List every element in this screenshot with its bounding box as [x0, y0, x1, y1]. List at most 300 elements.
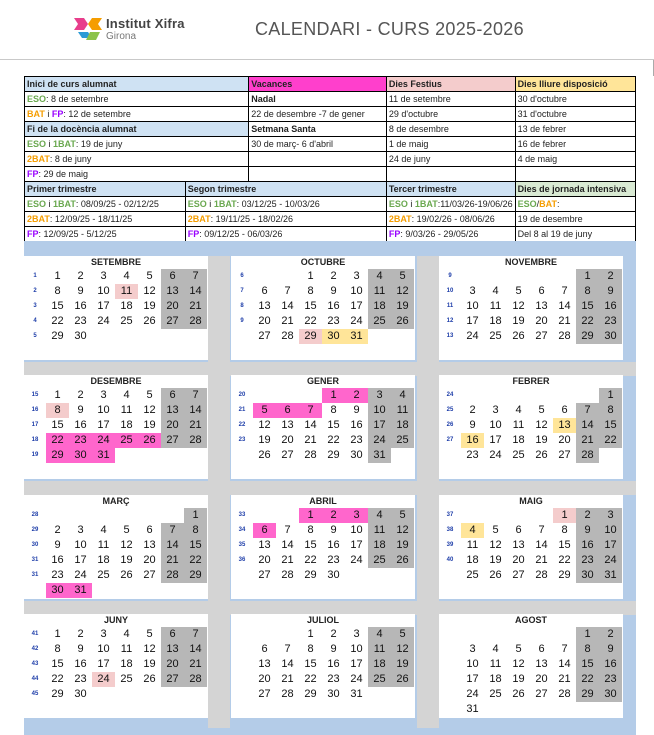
- day-cell: 7: [184, 269, 207, 284]
- t3-fp: FP: 9/03/26 - 29/05/26: [386, 227, 515, 242]
- day-cell: 30: [599, 687, 622, 702]
- day-cell: 18: [368, 538, 391, 553]
- day-cell: 21: [576, 433, 599, 448]
- day-cell: 5: [391, 627, 414, 642]
- day-cell: 26: [391, 314, 414, 329]
- month-name: MAIG: [519, 496, 543, 506]
- week-numbers: [231, 627, 253, 687]
- fi-bat2: 2BAT: 8 de juny: [25, 152, 249, 167]
- day-cell: 15: [51, 419, 64, 431]
- day-cell: 15: [184, 538, 207, 553]
- month-juliol: [231, 614, 415, 718]
- day-cell: 26: [138, 433, 161, 448]
- day-cell: 7: [184, 388, 207, 403]
- days-grid: [461, 269, 622, 344]
- week-number: 37: [446, 512, 454, 518]
- day-cell: 14: [184, 403, 207, 418]
- vacances-nadal-dates: 22 de desembre -7 de gener: [249, 107, 387, 122]
- day-cell: 1: [184, 508, 207, 523]
- week-numbers: [24, 627, 46, 702]
- day-cell: 28: [281, 569, 294, 581]
- day-cell: 24: [489, 449, 502, 461]
- week-number: 13: [446, 333, 454, 339]
- week-number: 15: [31, 392, 39, 398]
- day-cell: 29: [576, 687, 599, 702]
- empty-day: [253, 269, 276, 284]
- day-cell: 25: [368, 672, 391, 687]
- day-cell: 29: [576, 329, 599, 344]
- day-cell: 13: [535, 658, 548, 670]
- day-cell: 10: [350, 524, 363, 536]
- day-cell: 3: [100, 628, 107, 640]
- empty-day: [299, 388, 322, 403]
- empty-day: [253, 508, 276, 523]
- empty-day: [253, 627, 276, 642]
- day-cell: 20: [535, 673, 548, 685]
- day-cell: 25: [368, 553, 391, 568]
- day-cell: 24: [97, 315, 110, 327]
- day-cell: 11: [489, 658, 502, 670]
- empty-day: [461, 269, 484, 284]
- month-name: AGOST: [514, 615, 547, 625]
- week-number: 24: [446, 392, 454, 398]
- month-name: JULIOL: [306, 615, 339, 625]
- day-cell: 28: [281, 688, 294, 700]
- month-octubre: [231, 256, 415, 360]
- day-cell: 29: [327, 449, 340, 461]
- day-cell: 3: [345, 508, 368, 523]
- day-cell: 31: [69, 583, 92, 598]
- day-cell: 3: [469, 643, 476, 655]
- day-cell: 3: [599, 508, 622, 523]
- day-cell: 23: [327, 673, 340, 685]
- week-number: 21: [238, 407, 246, 413]
- day-cell: 28: [576, 448, 599, 463]
- empty-day: [530, 388, 553, 403]
- day-cell: 21: [184, 299, 207, 314]
- day-cell: 20: [258, 315, 271, 327]
- day-cell: 17: [74, 554, 87, 566]
- day-cell: 22: [576, 672, 599, 687]
- day-cell: 1: [307, 270, 314, 282]
- day-cell: 19: [143, 300, 156, 312]
- day-cell: 6: [161, 627, 184, 642]
- festius-heading: Dies Festius: [386, 77, 515, 92]
- day-cell: 22: [51, 315, 64, 327]
- day-cell: 5: [146, 389, 153, 401]
- day-cell: 1: [553, 508, 576, 523]
- day-cell: 11: [512, 419, 525, 431]
- month-name: MARÇ: [102, 496, 130, 506]
- empty-day: [553, 269, 576, 284]
- day-cell: 12: [512, 658, 525, 670]
- day-cell: 11: [489, 300, 502, 312]
- day-cell: 27: [512, 569, 525, 581]
- day-cell: 27: [558, 449, 571, 461]
- day-cell: 19: [391, 657, 414, 672]
- day-cell: 24: [92, 672, 115, 687]
- day-cell: 21: [161, 553, 184, 568]
- day-cell: 13: [161, 403, 184, 418]
- t1-bat2: 2BAT: 12/09/25 - 18/11/25: [25, 212, 186, 227]
- day-cell: 5: [515, 285, 522, 297]
- day-cell: 11: [97, 539, 110, 551]
- week-numbers: [231, 508, 253, 568]
- day-cell: 4: [368, 627, 391, 642]
- month-febrer: [439, 375, 623, 479]
- day-cell: 28: [535, 569, 548, 581]
- day-cell: 16: [327, 539, 340, 551]
- day-cell: 3: [469, 285, 476, 297]
- week-number: 34: [238, 527, 246, 533]
- day-cell: 26: [512, 688, 525, 700]
- day-cell: 6: [276, 403, 299, 418]
- day-cell: 21: [281, 673, 294, 685]
- day-cell: 26: [143, 673, 156, 685]
- day-cell: 25: [120, 315, 133, 327]
- days-grid: [253, 627, 414, 702]
- month-name: JUNY: [103, 615, 128, 625]
- t2-eso: ESO i 1BAT: 03/12/25 - 10/03/26: [185, 197, 386, 212]
- day-cell: 25: [512, 449, 525, 461]
- day-cell: 9: [599, 284, 622, 299]
- day-cell: 5: [253, 403, 276, 418]
- week-number: 18: [31, 437, 39, 443]
- week-number: 35: [238, 542, 246, 548]
- day-cell: 23: [74, 315, 87, 327]
- week-number: 10: [446, 288, 454, 294]
- day-cell: 10: [466, 658, 479, 670]
- empty-day: [553, 627, 576, 642]
- day-cell: 8: [307, 285, 314, 297]
- day-cell: 11: [115, 284, 138, 299]
- day-cell: 3: [100, 389, 107, 401]
- day-cell: 22: [184, 553, 207, 568]
- intensiva-esobat: ESO/BAT:: [515, 197, 635, 212]
- days-grid: [253, 388, 414, 463]
- week-number: 29: [31, 527, 39, 533]
- day-cell: 17: [350, 539, 363, 551]
- day-cell: 23: [466, 449, 479, 461]
- empty-day: [507, 388, 530, 403]
- day-cell: 4: [461, 523, 484, 538]
- day-cell: 22: [558, 554, 571, 566]
- day-cell: 1: [576, 269, 599, 284]
- day-cell: 27: [258, 330, 271, 342]
- day-cell: 13: [535, 300, 548, 312]
- vacances-setmana-dates: 30 de març- 6 d'abril: [249, 137, 387, 152]
- day-cell: 26: [512, 330, 525, 342]
- day-cell: 10: [368, 403, 391, 418]
- week-number: 39: [446, 542, 454, 548]
- day-cell: 18: [489, 315, 502, 327]
- lliure-item: 31 d'octubre: [515, 107, 635, 122]
- day-cell: 12: [143, 404, 156, 416]
- day-cell: 20: [281, 434, 294, 446]
- day-cell: 11: [368, 284, 391, 299]
- t3-bat2: 2BAT: 19/02/26 - 08/06/26: [386, 212, 515, 227]
- fi-eso: ESO i 1BAT: 19 de juny: [25, 137, 249, 152]
- day-cell: 19: [143, 419, 156, 431]
- calendar-grid: [24, 241, 636, 735]
- day-cell: 17: [97, 419, 110, 431]
- day-cell: 31: [350, 688, 363, 700]
- week-number: 7: [240, 288, 244, 294]
- day-cell: 31: [368, 448, 391, 463]
- day-cell: 2: [77, 389, 84, 401]
- day-cell: 20: [143, 554, 156, 566]
- day-cell: 20: [535, 315, 548, 327]
- empty-day: [553, 388, 576, 403]
- day-cell: 20: [161, 657, 184, 672]
- day-cell: 19: [391, 299, 414, 314]
- day-cell: 21: [558, 673, 571, 685]
- day-cell: 17: [466, 673, 479, 685]
- day-cell: 30: [576, 568, 599, 583]
- day-cell: 25: [489, 688, 502, 700]
- day-cell: 20: [258, 673, 271, 685]
- day-cell: 1: [299, 508, 322, 523]
- day-cell: 8: [184, 523, 207, 538]
- week-number: 2: [33, 288, 37, 294]
- day-cell: 14: [304, 419, 317, 431]
- lliure-item: 30 d'octubre: [515, 92, 635, 107]
- day-cell: 1: [599, 388, 622, 403]
- day-cell: 7: [284, 285, 291, 297]
- day-cell: 6: [161, 269, 184, 284]
- day-cell: 18: [466, 554, 479, 566]
- empty-day: [530, 269, 553, 284]
- day-cell: 3: [353, 628, 360, 640]
- vacances-nadal: Nadal: [249, 92, 387, 107]
- day-cell: 6: [146, 524, 153, 536]
- day-cell: 18: [120, 419, 133, 431]
- day-cell: 13: [161, 642, 184, 657]
- days-grid: [46, 627, 207, 702]
- day-cell: 5: [146, 270, 153, 282]
- day-cell: 9: [77, 285, 84, 297]
- week-numbers: [231, 388, 253, 448]
- month-name: ABRIL: [309, 496, 337, 506]
- day-cell: 28: [161, 568, 184, 583]
- week-number: [439, 657, 461, 672]
- empty-day: [276, 269, 299, 284]
- day-cell: 4: [123, 389, 130, 401]
- day-cell: 9: [77, 643, 84, 655]
- day-cell: 14: [281, 539, 294, 551]
- day-cell: 3: [77, 524, 84, 536]
- day-cell: 14: [576, 418, 599, 433]
- day-cell: 6: [161, 388, 184, 403]
- day-cell: 18: [368, 657, 391, 672]
- day-cell: 26: [535, 449, 548, 461]
- day-cell: 21: [304, 434, 317, 446]
- day-cell: 14: [281, 658, 294, 670]
- empty-day: [46, 508, 69, 523]
- day-cell: 16: [350, 419, 363, 431]
- day-cell: 30: [350, 449, 363, 461]
- week-number: 31: [31, 572, 39, 578]
- days-grid: [46, 508, 207, 598]
- week-number: 42: [31, 646, 39, 652]
- day-cell: 10: [466, 300, 479, 312]
- day-cell: 23: [69, 433, 92, 448]
- empty-day: [507, 269, 530, 284]
- day-cell: 18: [368, 299, 391, 314]
- day-cell: 23: [599, 672, 622, 687]
- day-cell: 29: [51, 330, 64, 342]
- day-cell: 22: [304, 315, 317, 327]
- lliure-item: 16 de febrer: [515, 137, 635, 152]
- empty-day: [484, 269, 507, 284]
- inici-eso: ESO: 8 de setembre: [25, 92, 249, 107]
- day-cell: 6: [261, 643, 268, 655]
- day-cell: 13: [161, 284, 184, 299]
- day-cell: 12: [143, 285, 156, 297]
- day-cell: 26: [391, 553, 414, 568]
- days-grid: [253, 269, 414, 344]
- month-juny: [24, 614, 208, 718]
- day-cell: 8: [307, 524, 314, 536]
- day-cell: 29: [558, 569, 571, 581]
- festiu-item: 24 de juny: [386, 152, 515, 167]
- empty-day: [530, 627, 553, 642]
- day-cell: 16: [327, 300, 340, 312]
- day-cell: 2: [77, 270, 84, 282]
- day-cell: 1: [576, 627, 599, 642]
- day-cell: 5: [391, 508, 414, 523]
- day-cell: 23: [350, 434, 363, 446]
- intensiva-juny: Del 8 al 19 de juny: [515, 227, 635, 242]
- day-cell: 20: [558, 434, 571, 446]
- day-cell: 16: [51, 554, 64, 566]
- day-cell: 4: [492, 643, 499, 655]
- day-cell: 31: [345, 329, 368, 344]
- institut-logo-icon: [74, 14, 102, 42]
- day-cell: 9: [469, 419, 476, 431]
- t1-fp: FP: 12/09/25 - 5/12/25: [25, 227, 186, 242]
- day-cell: 28: [558, 688, 571, 700]
- day-cell: 9: [599, 642, 622, 657]
- empty-day: [276, 627, 299, 642]
- day-cell: 15: [576, 657, 599, 672]
- day-cell: 24: [350, 554, 363, 566]
- empty-day: [530, 508, 553, 523]
- day-cell: 13: [258, 539, 271, 551]
- week-number: [439, 672, 461, 687]
- intensiva-heading: Dies de jornada intensiva: [515, 182, 635, 197]
- day-cell: 3: [492, 404, 499, 416]
- day-cell: 21: [535, 554, 548, 566]
- day-cell: 27: [161, 433, 184, 448]
- week-number: 33: [238, 512, 246, 518]
- day-cell: 11: [120, 643, 133, 655]
- day-cell: 31: [599, 568, 622, 583]
- intensiva-desembre: 19 de desembre: [515, 212, 635, 227]
- week-number: 17: [31, 422, 39, 428]
- week-number: 20: [238, 392, 246, 398]
- week-number: 12: [446, 318, 454, 324]
- day-cell: 15: [304, 300, 317, 312]
- day-cell: 15: [558, 539, 571, 551]
- day-cell: 14: [161, 538, 184, 553]
- week-number: 45: [31, 691, 39, 697]
- day-cell: 12: [120, 539, 133, 551]
- week-number: [439, 702, 461, 717]
- day-cell: 19: [391, 538, 414, 553]
- month-abril: [231, 495, 415, 599]
- day-cell: 29: [304, 688, 317, 700]
- day-cell: 22: [576, 314, 599, 329]
- day-cell: 2: [469, 404, 476, 416]
- day-cell: 8: [54, 285, 61, 297]
- day-cell: 23: [327, 315, 340, 327]
- day-cell: 29: [51, 688, 64, 700]
- day-cell: 5: [391, 269, 414, 284]
- day-cell: 6: [538, 285, 545, 297]
- day-cell: 12: [258, 419, 271, 431]
- day-cell: 6: [261, 285, 268, 297]
- day-cell: 24: [368, 433, 391, 448]
- month-agost: [439, 614, 623, 718]
- day-cell: 27: [161, 672, 184, 687]
- empty-day: [484, 388, 507, 403]
- week-number: 19: [31, 452, 39, 458]
- day-cell: 6: [515, 524, 522, 536]
- day-cell: 10: [97, 404, 110, 416]
- day-cell: 27: [281, 449, 294, 461]
- day-cell: 16: [74, 658, 87, 670]
- day-cell: 3: [368, 388, 391, 403]
- day-cell: 27: [535, 330, 548, 342]
- empty-day: [461, 627, 484, 642]
- day-cell: 11: [368, 642, 391, 657]
- day-cell: 2: [576, 508, 599, 523]
- vacances-heading: Vacances: [249, 77, 387, 92]
- empty-day: [92, 508, 115, 523]
- month-name: DESEMBRE: [90, 376, 142, 386]
- day-cell: 17: [350, 658, 363, 670]
- day-cell: 7: [576, 403, 599, 418]
- t1-eso: ESO i 1BAT: 08/09/25 - 02/12/25: [25, 197, 186, 212]
- day-cell: 1: [54, 389, 61, 401]
- day-cell: 24: [74, 569, 87, 581]
- day-cell: 16: [74, 300, 87, 312]
- day-cell: 16: [327, 658, 340, 670]
- day-cell: 17: [350, 300, 363, 312]
- day-cell: 9: [330, 524, 337, 536]
- day-cell: 8: [599, 403, 622, 418]
- day-cell: 30: [74, 688, 87, 700]
- page-title: CALENDARI - CURS 2025-2026: [255, 19, 524, 39]
- day-cell: 10: [489, 419, 502, 431]
- days-grid: [461, 388, 622, 463]
- day-cell: 9: [77, 404, 84, 416]
- day-cell: 18: [97, 554, 110, 566]
- empty-day: [507, 627, 530, 642]
- day-cell: 13: [553, 418, 576, 433]
- day-cell: 29: [46, 448, 69, 463]
- day-cell: 25: [466, 569, 479, 581]
- day-cell: 17: [97, 300, 110, 312]
- day-cell: 22: [46, 433, 69, 448]
- week-numbers: [24, 508, 46, 583]
- day-cell: 9: [54, 539, 61, 551]
- day-cell: 7: [161, 523, 184, 538]
- week-numbers: [231, 269, 253, 329]
- lliure-item: 13 de febrer: [515, 122, 635, 137]
- day-cell: 12: [391, 642, 414, 657]
